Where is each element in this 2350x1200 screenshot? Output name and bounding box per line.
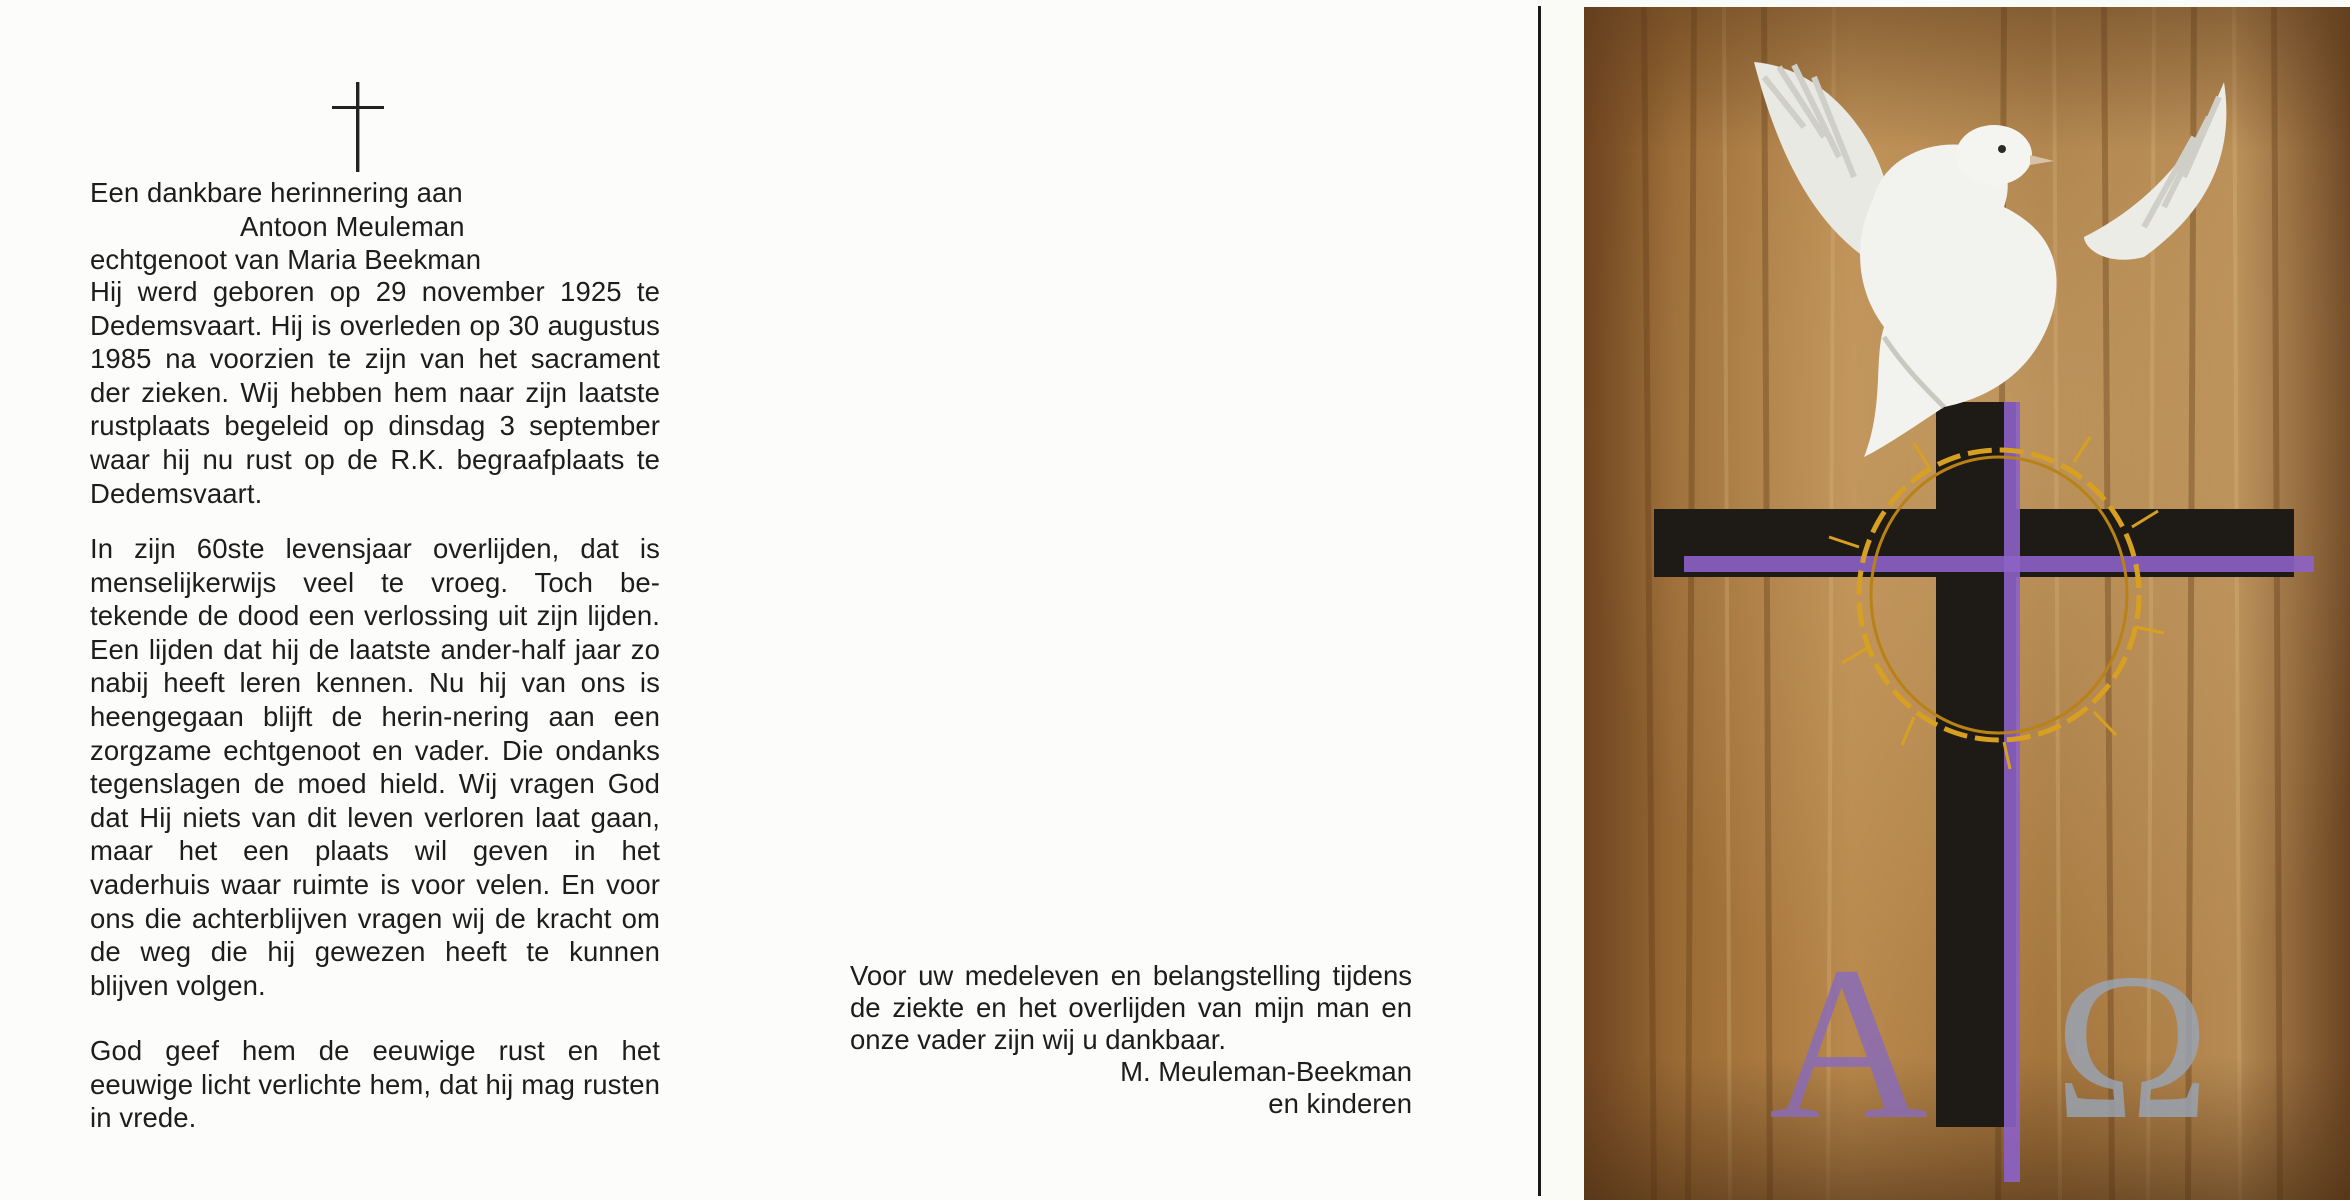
- signature: M. Meuleman-Beekman: [1120, 1056, 1412, 1087]
- thanks-text: Voor uw medeleven en belangstelling tijdens de ziekte en het overlijden van mijn man en onze vader zijn wij u dankbaar.: [850, 960, 1412, 1055]
- fold-gap: [1541, 0, 1584, 1200]
- thanks-block: [850, 960, 1412, 1120]
- deceased-name: Antoon Meuleman: [240, 210, 465, 242]
- biography-paragraph: Hij werd geboren op 29 november 1925 te Dedemsvaart. Hij is overleden op 30 augustus 1985 na voorzien te zijn van het sacrament der zieken. Wij hebben hem naar zijn laatste rustplaats begeleid op dinsdag 3 september waar hij nu rust op de R.K. begraafplaats te Dedemsvaart.: [90, 276, 660, 509]
- omega-letter: Ω: [2054, 931, 2211, 1163]
- intro-line: Een dankbare herinnering aan: [90, 177, 463, 208]
- reflection-paragraph: In zijn 60ste levensjaar overlijden, dat is menselijkerwijs veel te vroeg. Toch be-tekende de dood een verlossing uit zijn lijden. Een lijden dat hij de laatste ander-half jaar zo nabij heeft leren kennen. Nu hij van ons is heengegaan blijft de herin-nering aan een zorgzame echtgenoot en vader. Die ondanks tegenslagen de moed hield. Wij vragen God dat Hij niets van dit leven verloren laat gaan, maar het een plaats wil geven in het vaderhuis waar ruimte is voor velen. En voor ons die achterblijven vragen wij de kracht om de weg die hij gewezen heeft te kunnen blijven volgen.: [90, 533, 660, 1001]
- family-signature: en kinderen: [1268, 1088, 1412, 1119]
- prayer-paragraph: God geef hem de eeuwige rust en het eeuwige licht verlichte hem, dat hij mag rusten in vrede.: [90, 1035, 660, 1134]
- cross-icon: [330, 82, 386, 172]
- spouse-line: echtgenoot van Maria Beekman: [90, 244, 482, 276]
- painting: [1584, 7, 2350, 1200]
- intro-block: [90, 176, 660, 277]
- alpha-letter: A: [1769, 921, 1928, 1165]
